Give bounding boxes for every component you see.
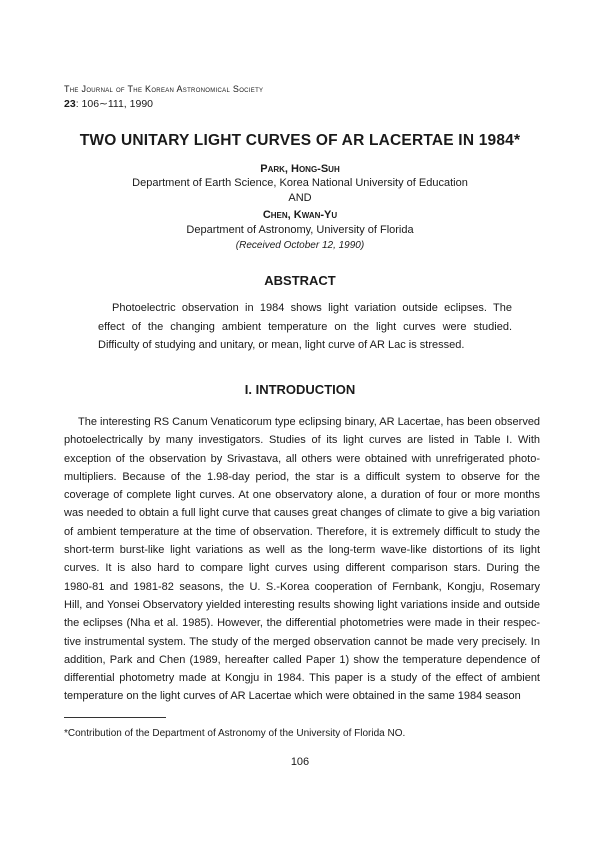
pages: : 106∼111, 1990 bbox=[75, 98, 153, 110]
abstract-heading: ABSTRACT bbox=[264, 273, 336, 288]
author-2-name: Chen, Kwan-Yu bbox=[262, 209, 338, 221]
journal-name: The Journal of The Korean Astronomical Society bbox=[64, 84, 264, 94]
abstract-text: Photoelectric observation in 1984 shows light variation outside eclipses. The effect of the changing ambient temperature on the light curves were studied. Difficulty of studying and unitary, or mean, light curve of AR Lac is stressed. bbox=[98, 302, 512, 352]
author-1-affiliation: Department of Earth Science, Korea National University of Education bbox=[132, 177, 468, 189]
paper-title: TWO UNITARY LIGHT CURVES OF AR LACERTAE IN 1984* bbox=[79, 132, 521, 149]
author-conjunction: AND bbox=[288, 192, 312, 204]
introduction-heading: I. INTRODUCTION bbox=[244, 382, 356, 397]
citation bbox=[64, 98, 153, 110]
intro-line: 1980-81 and 1981-82 seasons, the U. S.-Korea cooperation of Fernbank, Kongju, Rosemary bbox=[64, 580, 540, 593]
intro-line: temperature on the light curves of AR Lacertae which were obtained in the same 1984 season bbox=[64, 690, 521, 703]
intro-line: of ambient temperature at the time of observation. Therefore, it is extremely difficult to study the bbox=[64, 525, 540, 538]
intro-line: The interesting RS Canum Venaticorum type eclipsing binary, AR Lacertae, has been observed bbox=[78, 416, 540, 428]
intro-line: differential photometry made at Kongju in 1984. This paper is a study of the effect of ambient bbox=[64, 672, 540, 685]
intro-line: exception of the observation by Srivastava, all others were obtained with unrefrigerated photo- bbox=[64, 452, 540, 465]
intro-line: short-term burst-like light variations as well as the long-term wave-like distortions of its light bbox=[64, 544, 540, 557]
intro-line: Hill, and Yonsei Observatory yielded interesting results showing light variations inside and outside bbox=[64, 598, 540, 611]
intro-line: addition, Park and Chen (1989, hereafter called Paper 1) show the temperature dependence of bbox=[64, 653, 540, 666]
volume: 23 bbox=[64, 98, 76, 110]
intro-line: coverage of complete light curves. At one observatory alone, a duration of four or more months bbox=[64, 489, 540, 502]
author-1-name: Park, Hong-Suh bbox=[260, 163, 340, 175]
page-number: 106 bbox=[290, 756, 310, 768]
intro-line: curves. It is also hard to compare light curves using different comparison stars. During the bbox=[64, 562, 540, 575]
intro-line: tive instrumental system. The study of the merged observation cannot be made very precisely. In bbox=[64, 635, 540, 648]
intro-line: multipliers. Because of the 1.98-day period, the star is a difficult system to observe for the bbox=[64, 470, 540, 483]
introduction-text bbox=[64, 413, 540, 706]
intro-line: the eclipses (Nha et al. 1985). However, the differential photometries were made in their respec- bbox=[64, 617, 540, 630]
footnote-divider bbox=[64, 717, 166, 718]
intro-line: photoelectrically by many investigators. Studies of its light curves are listed in Table I. With bbox=[64, 434, 540, 447]
received-date: (Received October 12, 1990) bbox=[235, 240, 365, 251]
footnote: *Contribution of the Department of Astronomy of the University of Florida NO. bbox=[64, 728, 406, 739]
intro-line: was needed to obtain a full light curve that causes great changes of climate to give a big variation bbox=[64, 507, 540, 520]
author-2-affiliation: Department of Astronomy, University of Florida bbox=[186, 224, 414, 236]
